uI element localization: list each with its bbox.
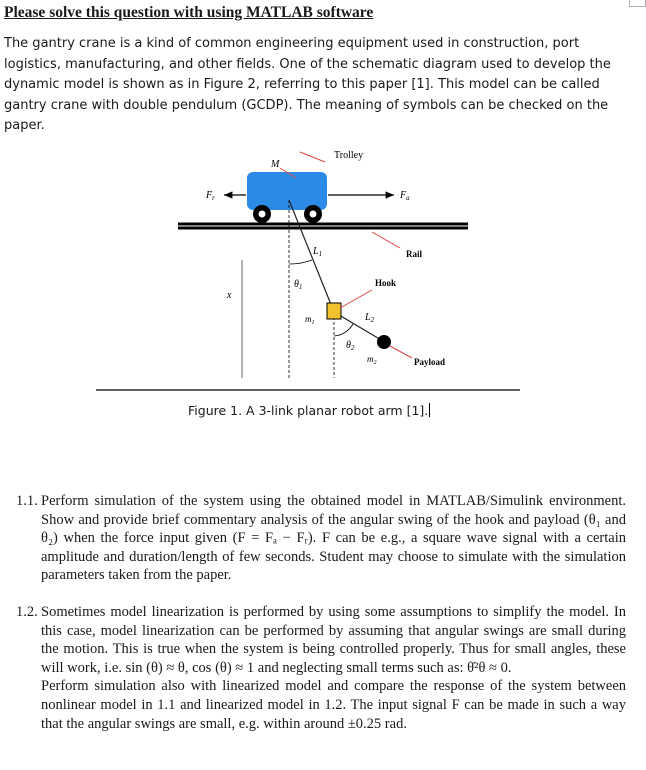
question-number: 1.2. — [16, 604, 38, 620]
intro-line: gantry crane with double pendulum (GCDP). The meaning of symbols can be checked on the — [4, 97, 609, 113]
question-text: Sometimes model linearization is performed by using some assumptions to simplify the model. In this case, model linearization can be performed by assuming that angular swings are small during the motion. This is true when the system is being controlled properly. Thus for small angles, these will work, i.e. sin (θ) ≈ θ, cos (θ) ≈ 1 and neglecting small terms such as: θ̇²θ ≈ 0. — [41, 604, 626, 676]
label-x: x — [227, 290, 232, 301]
trolley-body — [247, 172, 327, 210]
theta-1-arc — [289, 260, 312, 264]
question-text: Perform simulation of the system using the obtained model in MATLAB/Simulink environment. Show and provide brief commentary analysis of the angular swing of the hook and payload (θ₁ and θ₂) when the force input given (F = Fₐ − Fᵣ). F can be e.g., a square wave signal with a certain amplitude and duration/length of few seconds. Student may choose to simulate with the simulation parameters taken from the paper. — [41, 493, 626, 584]
text-cursor — [429, 403, 430, 417]
hook-mass — [327, 303, 341, 319]
page-heading: Please solve this question with using MATLAB software — [4, 4, 374, 21]
label-force-a: $F_a$ — [400, 190, 410, 202]
hook-pointer — [340, 290, 372, 308]
label-theta-1: $\theta_1$ — [294, 279, 303, 291]
intro-line: The gantry crane is a kind of common engineering equipment used in construction, port — [4, 36, 580, 51]
label-rail: Rail — [406, 249, 423, 259]
question-text-continued: Perform simulation also with linearized model and compare the response of the system between nonlinear model in 1.1 and linearized model in 1.2. The input signal F can be made in such a way that the angular swings are small, e.g. within around ±0.25 rad. — [41, 678, 626, 732]
rail-pointer — [372, 232, 400, 248]
label-payload: Payload — [414, 357, 446, 367]
label-L2: $L_2$ — [365, 312, 375, 324]
label-m2: $m_2$ — [367, 354, 377, 366]
label-trolley: Trolley — [334, 150, 364, 161]
intro-line: dynamic model is shown as in Figure 2, referring to this paper [1]. This model can be called — [4, 77, 600, 92]
gantry-crane-figure — [0, 140, 646, 400]
theta-2-arc — [334, 324, 353, 336]
label-hook: Hook — [375, 278, 397, 288]
intro-paragraph — [4, 34, 611, 137]
question-number: 1.1. — [16, 493, 38, 509]
payload-mass — [377, 335, 391, 349]
question-1-1 — [16, 492, 626, 585]
intro-line: paper. — [4, 118, 45, 133]
label-force-r: $F_r$ — [206, 190, 215, 202]
payload-pointer — [390, 346, 412, 358]
label-m1: $m_1$ — [305, 314, 315, 326]
figure-caption: Figure 1. A 3-link planar robot arm [1]. — [188, 403, 429, 418]
label-mass-M: M — [271, 159, 280, 170]
label-L1: $L_1$ — [313, 246, 323, 258]
question-1-2 — [16, 603, 626, 733]
intro-line: logistics, manufacturing, and other fields. One of the schematic diagram used to develop the — [4, 56, 611, 72]
label-theta-2: $\theta_2$ — [346, 340, 355, 352]
trolley-pointer — [300, 152, 325, 162]
corner-scroll-mark — [629, 0, 646, 7]
